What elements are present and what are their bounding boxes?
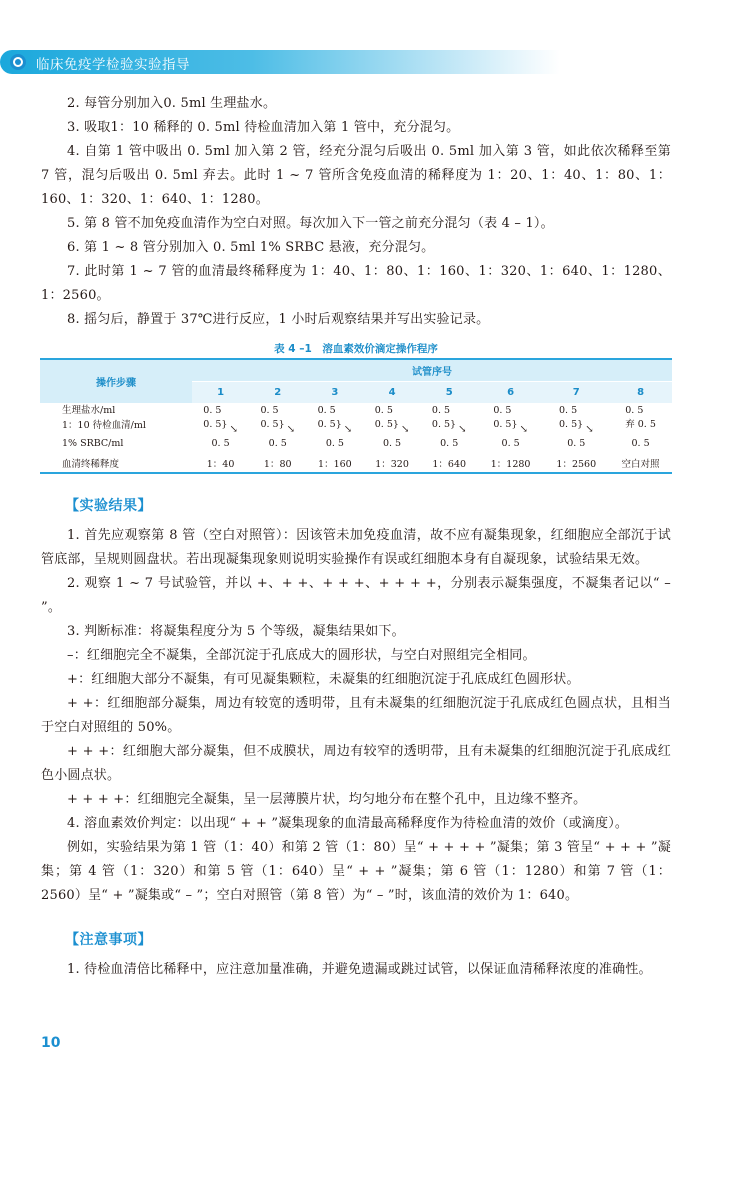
dilution-cell [609, 403, 672, 433]
tube-number: 6 [478, 381, 544, 403]
result-paragraph: + +：红细胞部分凝集，周边有较宽的透明带，且有未凝集的红细胞沉淀于孔底成红色圆点状，且相当于空白对照组的 50%。 [41, 696, 671, 735]
final-dilution-value: 1：1280 [478, 453, 544, 473]
tube-number: 1 [192, 381, 249, 403]
serum-label: 1：10 待检血清/ml [62, 420, 146, 431]
result-paragraph: 2. 观察 1 ~ 7 号试验管，并以 +、+ +、+ + +、+ + + +，分别表示凝集强度，不凝集者记以“ – ”。 [41, 576, 671, 615]
brace-mark: } [450, 419, 457, 430]
step-paragraph: 6. 第 1 ~ 8 管分别加入 0. 5ml 1% SRBC 悬液，充分混匀。 [67, 240, 435, 255]
notes-section [41, 958, 671, 982]
srbc-value: 0. 5 [440, 437, 459, 449]
srbc-label: 1% SRBC/ml [62, 437, 124, 449]
transfer-arrow-icon: ↘ [585, 424, 594, 435]
final-dilution-row [40, 453, 672, 473]
dilution-row-label [40, 403, 192, 433]
transfer-arrow-icon: ↘ [519, 424, 528, 435]
step-paragraph: 3. 吸取1：10 稀释的 0. 5ml 待检血清加入第 1 管中，充分混匀。 [67, 120, 460, 135]
serum-value: 0. 5 [374, 419, 393, 430]
brace-mark: } [392, 419, 399, 430]
dilution-values [375, 404, 393, 432]
dilution-cell [249, 403, 306, 433]
saline-label: 生理盐水/ml [62, 405, 116, 416]
final-dilution-value: 1：80 [249, 453, 306, 473]
table-caption: 表 4 –1 溶血素效价滴定操作程序 [274, 343, 438, 355]
dilution-values [203, 404, 221, 432]
dilution-cell [478, 403, 544, 433]
results-heading: 【实验结果】 [65, 498, 152, 514]
transfer-arrow-icon: ↘ [229, 424, 238, 435]
step-paragraph: 7. 此时第 1 ~ 7 管的血清最终稀释度为 1：40、1：80、1：160、1：320、1：640、1：1280、1：2560。 [41, 264, 671, 303]
header-title: 临床免疫学检验实验指导 [36, 57, 190, 73]
result-paragraph: –：红细胞完全不凝集，全部沉淀于孔底成大的圆形状，与空白对照组完全相同。 [67, 648, 536, 663]
brace-mark: } [577, 419, 584, 430]
saline-value: 0. 5 [493, 405, 512, 416]
step-paragraph: 2. 每管分别加入0. 5ml 生理盐水。 [67, 96, 277, 111]
final-label: 血清终稀释度 [40, 453, 192, 473]
saline-value: 0. 5 [317, 405, 336, 416]
page-content [41, 92, 671, 982]
srbc-value: 0. 5 [631, 437, 650, 449]
step-paragraph: 4. 自第 1 管中吸出 0. 5ml 加入第 2 管，经充分混匀后吸出 0. 5ml 加入第 3 管，如此依次稀释至第 7 管，混匀后吸出 0. 5ml 弃去。此时 1 ~ 7 管所含免疫血清的稀释度为 1：20、1：40、1：80、1：160、1：320、1：640、1：1280。 [41, 144, 671, 207]
serum-value: 0. 5 [317, 419, 336, 430]
dilution-values [625, 404, 656, 432]
result-paragraph: 4. 溶血素效价判定：以出现“ + + ”凝集现象的血清最高稀释度作为待检血清的效价（或滴度）。 [67, 816, 629, 831]
result-paragraph: 1. 首先应观察第 8 管（空白对照管）：因该管未加免疫血清，故不应有凝集现象，红细胞应全部沉于试管底部，呈规则圆盘状。若出现凝集现象则说明实验操作有误或红细胞本身有自凝现象，试验结果无效。 [41, 528, 671, 567]
dilution-cell [421, 403, 478, 433]
saline-value: 0. 5 [203, 405, 222, 416]
header-bullet-icon [10, 54, 26, 70]
final-dilution-value: 1：2560 [543, 453, 609, 473]
result-paragraph: + + + +：红细胞完全凝集，呈一层薄膜片状，均匀地分布在整个孔中，且边缘不整齐。 [67, 792, 587, 807]
page-number: 10 [41, 1035, 61, 1051]
dilution-cell [192, 403, 249, 433]
tube-number: 2 [249, 381, 306, 403]
tube-group-header: 试管序号 [192, 359, 672, 381]
op-header: 操作步骤 [40, 359, 192, 403]
srbc-value: 0. 5 [382, 437, 402, 449]
tube-number: 8 [609, 381, 672, 403]
step-paragraph: 5. 第 8 管不加免疫血清作为空白对照。每次加入下一管之前充分混匀（表 4 – 1）。 [67, 216, 554, 231]
srbc-value: 0. 5 [567, 437, 586, 449]
dilution-values [493, 404, 511, 432]
dilution-values [559, 404, 577, 432]
final-dilution-value: 1：640 [421, 453, 478, 473]
dilution-values [432, 404, 450, 432]
saline-value: 0. 5 [431, 405, 451, 416]
srbc-value: 0. 5 [211, 437, 230, 449]
dilution-cell [306, 403, 363, 433]
serum-value: 0. 5 [203, 419, 222, 430]
serum-value: 0. 5 [260, 419, 279, 430]
brace-mark: } [278, 419, 285, 430]
srbc-value: 0. 5 [268, 437, 287, 449]
transfer-arrow-icon: ↘ [286, 424, 296, 435]
result-paragraph: 3. 判断标准：将凝集程度分为 5 个等级，凝集结果如下。 [67, 624, 405, 639]
note-paragraph: 1. 待检血清倍比稀释中，应注意加量准确，并避免遗漏或跳过试管，以保证血清稀释浓度的准确性。 [67, 962, 652, 977]
tube-number: 4 [363, 381, 420, 403]
results-section [41, 524, 671, 908]
saline-value: 0. 5 [625, 405, 644, 416]
saline-value: 0. 5 [559, 405, 578, 416]
dilution-row [40, 403, 672, 433]
dilution-values [260, 404, 278, 432]
transfer-arrow-icon: ↘ [343, 424, 353, 435]
transfer-arrow-icon: ↘ [458, 424, 467, 435]
brace-mark: } [335, 419, 342, 430]
final-dilution-value: 1：160 [306, 453, 363, 473]
transfer-arrow-icon: ↘ [400, 424, 410, 435]
titration-table [40, 358, 672, 474]
srbc-row [40, 433, 672, 453]
notes-heading: 【注意事项】 [65, 932, 152, 948]
result-paragraph: 例如，实验结果为第 1 管（1：40）和第 2 管（1：80）呈“ + + + + ”凝集；第 3 管呈“ + + + ”凝集；第 4 管（1：320）和第 5 管（1：640）呈“ + + ”凝集；第 6 管（1：1280）和第 7 管（1：2560）呈“ + ”凝集或“ – ”；空白对照管（第 8 管）为“ – ”时，该血清的效价为 1：640。 [41, 840, 671, 903]
srbc-value: 0. 5 [501, 437, 520, 449]
result-paragraph: +：红细胞大部分不凝集，有可见凝集颗粒，未凝集的红细胞沉淀于孔底成红色圆形状。 [67, 672, 580, 687]
tube-number: 3 [306, 381, 363, 403]
serum-value: 0. 5 [431, 419, 451, 430]
saline-value: 0. 5 [374, 405, 393, 416]
dilution-cell [363, 403, 420, 433]
step-paragraph: 8. 摇匀后，静置于 37℃进行反应，1 小时后观察结果并写出实验记录。 [67, 312, 490, 327]
tube-number: 7 [543, 381, 609, 403]
brace-mark: } [511, 419, 518, 430]
final-dilution-value: 1：40 [192, 453, 249, 473]
final-dilution-value: 1：320 [363, 453, 420, 473]
srbc-value: 0. 5 [325, 437, 344, 449]
serum-value: 0. 5 [559, 419, 578, 430]
serum-value: 弃 0. 5 [625, 419, 656, 430]
running-header [0, 50, 560, 74]
serum-value: 0. 5 [493, 419, 512, 430]
final-dilution-value: 空白对照 [609, 453, 672, 473]
saline-value: 0. 5 [260, 405, 279, 416]
dilution-values [318, 404, 336, 432]
result-paragraph: + + +：红细胞大部分凝集，但不成膜状，周边有较窄的透明带，且有未凝集的红细胞沉淀于孔底成红色小圆点状。 [41, 744, 671, 783]
tube-number: 5 [421, 381, 478, 403]
brace-mark: } [221, 419, 228, 430]
dilution-cell [543, 403, 609, 433]
